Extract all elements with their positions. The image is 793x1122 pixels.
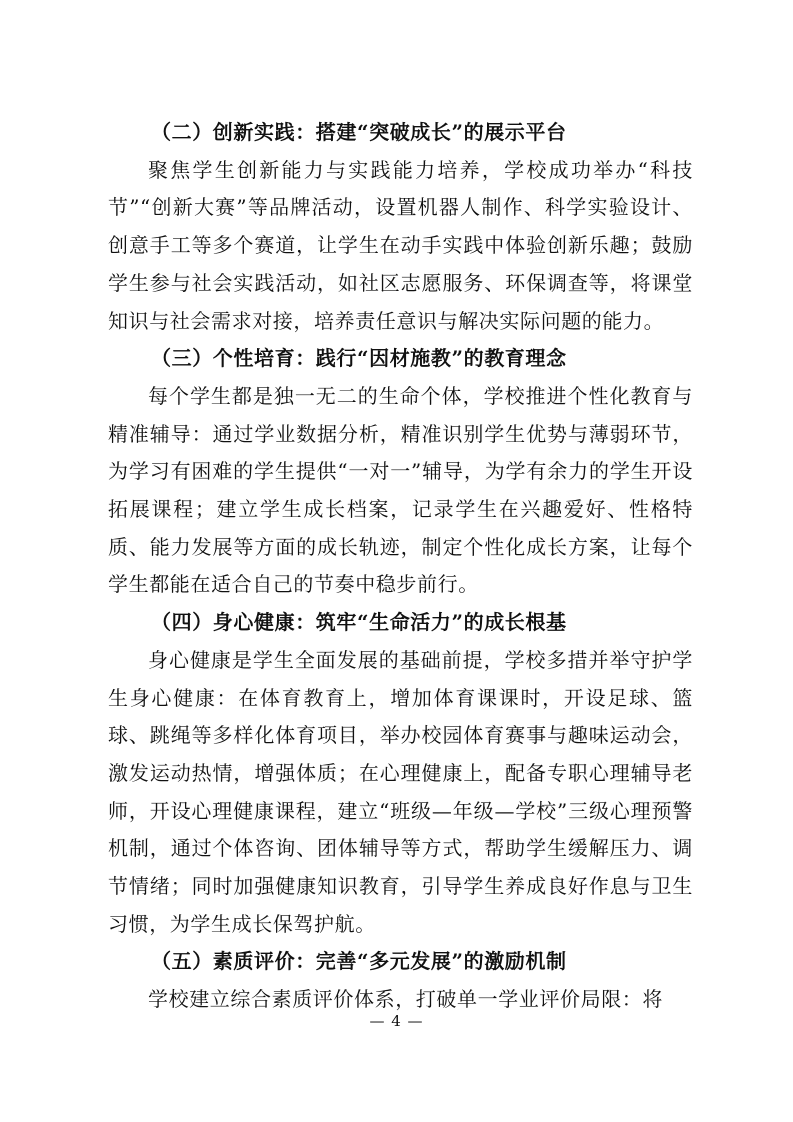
section-heading-5: （五）素质评价：完善“多元发展”的激励机制 xyxy=(151,949,567,974)
section-paragraph-5: 学校建立综合素质评价体系，打破单一学业评价局限：将 xyxy=(148,987,663,1012)
page-number: — 4 — xyxy=(369,1012,424,1030)
section-paragraph-4: 身心健康是学生全面发展的基础前提，学校多措并举守护学生身心健康：在体育教育上，增加体育课课时，开设足球、篮球、跳绳等多样化体育项目，举办校园体育赛事与趣味运动会，激发运动热情，增强体质；在心理健康上，配备专职心理辅导老师，开设心理健康课程，建立“班级—年级—学校”三级心理预警机制，通过个体咨询、团体辅导等方式，帮助学生缓解压力、调节情绪；同时加强健康知识教育，引导学生养成良好作息与卫生习惯，为学生成长保驾护航。 xyxy=(108,647,693,936)
section-heading-2: （二）创新实践：搭建“突破成长”的展示平台 xyxy=(151,120,567,144)
section-paragraph-2: 聚焦学生创新能力与实践能力培养，学校成功举办“科技节”“创新大赛”等品牌活动，设置机器人制作、科学实验设计、创意手工等多个赛道，让学生在动手实践中体验创新乐趣；鼓励学生参与社会实践活动，如社区志愿服务、环保调查等，将课堂知识与社会需求对接，培养责任意识与解决实际问题的能力。 xyxy=(108,157,693,333)
document-body xyxy=(108,114,693,1019)
section-paragraph-3: 每个学生都是独一无二的生命个体，学校推进个性化教育与精准辅导：通过学业数据分析，精准识别学生优势与薄弱环节，为学习有困难的学生提供“一对一”辅导，为学有余力的学生开设拓展课程；建立学生成长档案，记录学生在兴趣爱好、性格特质、能力发展等方面的成长轨迹，制定个性化成长方案，让每个学生都能在适合自己的节奏中稳步前行。 xyxy=(108,383,693,597)
section-heading-4: （四）身心健康：筑牢“生命活力”的成长根基 xyxy=(151,610,567,635)
section-heading-3: （三）个性培育：践行“因材施教”的教育理念 xyxy=(151,346,567,371)
